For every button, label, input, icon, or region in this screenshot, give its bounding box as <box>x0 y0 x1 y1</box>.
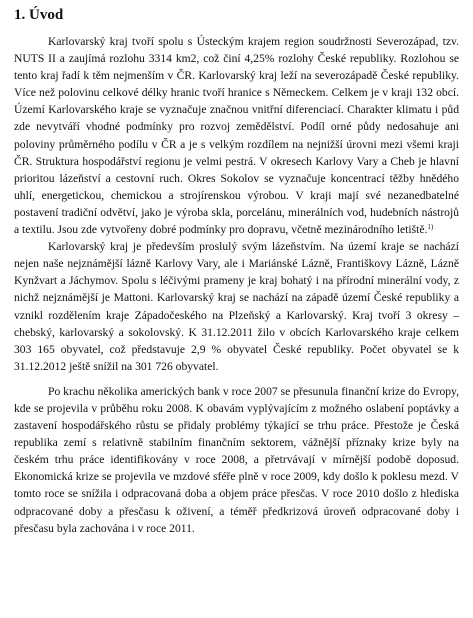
paragraph-text: Karlovarský kraj tvoří spolu s Ústeckým krajem region soudržnosti Severozápad, tzv. NUTS II a zaujímá rozlohu 3314 km2, což činí 4,25% rozlohy České republiky. Rozlohou se tento kraj řadí k těm nejmenším v ČR. Karlovarský kraj leží na severozápadě České republiky. Více než polovinu celkové délky hranic tvoří hranice s Německem. Celkem je v kraji 132 obcí. Území Karlovarského kraje se vyznačuje značnou vnitřní diferenciací. Charakter klimatu i půd zde nevytváří vhodné podmínky pro rozvoj zemědělství. Podíl orné půdy nedosahuje ani poloviny průměrného podílu v ČR a je s velkým rozdílem na nejnižší úrovni mezi všemi kraji ČR. Struktura hospodářství regionu je velmi pestrá. V okresech Karlovy Vary a Cheb je hlavní prioritou lázeňství a cestovní ruch. Okres Sokolov se vyznačuje koncentrací těžby hnědého uhlí, energetickou, chemickou a strojírenskou výrobou. V kraji mají své nezanedbatelné postavení tradiční odvětví, jako je výroba skla, porcelánu, minerálních vod, hudebních nástrojů a textilu. Jsou zde vytvořeny dobré podmínky pro dopravu, včetně mezinárodního letiště. <box>14 35 459 237</box>
paragraph-financial-crisis <box>14 383 459 537</box>
section-heading: 1. Úvod <box>14 7 64 23</box>
paragraph-text: Karlovarský kraj je především proslulý svým lázeňstvím. Na území kraje se nachází nejen naše nejznámější lázně Karlovy Vary, ale i Mariánské Lázně, Františkovy Lázně, Lázně Kynžvart a Jáchymov. Spolu s léčivými prameny je kraj bohatý i na přírodní minerální vody, z nichž nejznámější je Mattoni. Karlovarský kraj se nachází na západě území České republiky a vznikl rozdělením kraje Západočeského na Plzeňský a Karlovarský. Kraj tvoří 3 okresy – chebský, karlovarský a sokolovský. K 31.12.2011 žilo v obcích Karlovarského kraje celkem 303 165 obyvatel, což představuje 2,9 % obyvatel České republiky. Počet obyvatel se k 31.12.2012 ještě snížil na 301 726 obyvatel. <box>14 240 459 373</box>
paragraph-spa-tourism <box>14 238 459 375</box>
footnote-marker: 1) <box>427 223 434 232</box>
paragraph-region-overview <box>14 33 459 238</box>
paragraph-text: Po krachu několika amerických bank v roce 2007 se přesunula finanční krize do Evropy, kde se projevila v průběhu roku 2008. K obavám vyplývajícím z možného oslabení poptávky a zastavení hospodářského růstu se přidaly problémy týkající se trhu práce. Přestože je Česká republika zemí s relativně stabilním finančním sektorem, vážnější příznaky krize byly na českém trhu práce identifikovány v roce 2008, a přetrvávají v mírnější podobě doposud. Ekonomická krize se projevila ve mzdové sféře plně v roce 2009, kdy došlo k poklesu mezd. V tomto roce se snížila i odpracovaná doba a objem práce přesčas. V roce 2010 došlo z hlediska odpracované doby a přesčasu k oživení, a téměř předkrizová úroveň odpracované doby i přesčasu byla zachována i v roce 2011. <box>14 384 459 535</box>
